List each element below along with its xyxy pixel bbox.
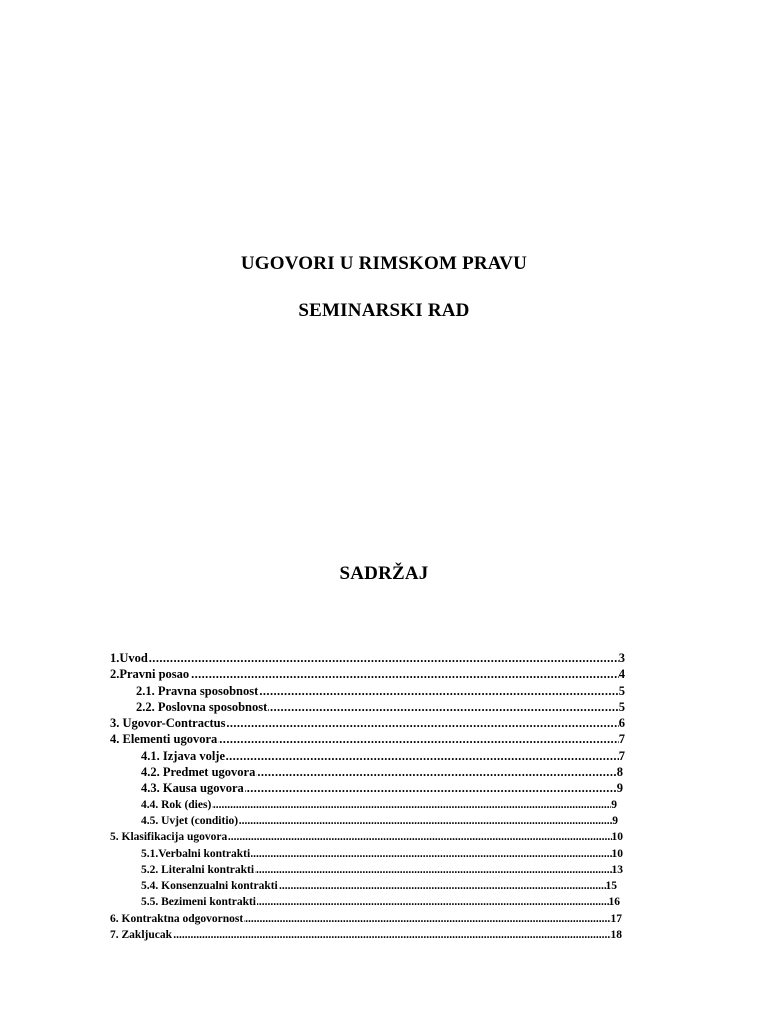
toc-entry-page: 9 (611, 797, 617, 813)
table-of-contents (110, 650, 630, 943)
toc-entry (110, 894, 630, 910)
toc-entry-label: 2.1. Pravna sposobnost (136, 683, 259, 698)
toc-entry-label: 5.1.Verbalni kontrakti (141, 847, 251, 860)
toc-entry-label: 3. Ugovor-Contractus (110, 716, 226, 731)
toc-entry-page: 9 (612, 813, 618, 829)
toc-entry (110, 780, 630, 796)
toc-entry-label: 2.Pravni posao (110, 667, 190, 682)
toc-entry-page: 3 (618, 651, 625, 665)
toc-entry (110, 813, 630, 829)
toc-entry-label: 5.4. Konsenzualni kontrakti (141, 880, 278, 893)
toc-entry (110, 911, 630, 927)
toc-entry-label: 5.5. Bezimeni kontrakti (141, 896, 256, 909)
toc-entry-label: 2.2. Poslovna sposobnost (136, 699, 268, 714)
toc-entry-page: 7 (618, 732, 625, 747)
toc-entry-page: 7 (618, 748, 625, 763)
toc-leader-dots (110, 927, 611, 943)
toc-entry-label: 5.2. Literalni kontrakti (141, 863, 255, 876)
toc-entry (110, 797, 630, 813)
toc-entry-page: 18 (611, 927, 623, 943)
toc-entry-page: 6 (618, 716, 625, 731)
toc-entry-page: 13 (612, 862, 624, 878)
toc-entry-page: 4 (618, 667, 625, 682)
toc-entry (110, 878, 630, 894)
toc-entry-label: 5. Klasifikacija ugovora (110, 831, 228, 844)
toc-entry (110, 683, 630, 699)
toc-entry-page: 5 (618, 699, 625, 714)
toc-entry-page: 10 (612, 846, 624, 862)
toc-entry (110, 650, 630, 666)
toc-entry (110, 862, 630, 878)
toc-entry (110, 829, 630, 845)
toc-entry-label: 7. Zakljucak (110, 929, 172, 942)
toc-entry-label: 1.Uvod (110, 651, 148, 665)
document-subtitle: SEMINARSKI RAD (298, 300, 470, 321)
toc-entry-label: 6. Kontraktna odgovornost (110, 912, 244, 925)
toc-entry-label: 4.4. Rok (dies) (141, 798, 212, 811)
toc-entry (110, 764, 630, 780)
toc-entry (110, 699, 630, 715)
toc-entry-page: 10 (612, 829, 624, 845)
toc-entry-label: 4.5. Uvjet (conditio) (141, 814, 239, 827)
toc-entry-page: 17 (611, 911, 623, 927)
toc-entry (110, 748, 630, 764)
toc-entry-label: 4. Elementi ugovora (110, 732, 218, 747)
toc-entry-page: 15 (606, 878, 618, 894)
document-title: UGOVORI U RIMSKOM PRAVU (240, 253, 528, 274)
toc-entry (110, 666, 630, 682)
toc-entry-label: 4.3. Kausa ugovora (141, 781, 244, 796)
toc-entry-page: 9 (616, 781, 623, 796)
toc-entry (110, 715, 630, 731)
toc-entry-page: 8 (616, 765, 623, 780)
toc-leader-dots (110, 650, 619, 666)
toc-entry-page: 5 (618, 683, 625, 698)
toc-entry (110, 731, 630, 747)
toc-entry-page: 16 (609, 894, 621, 910)
toc-heading: SADRŽAJ (339, 563, 429, 584)
toc-entry-label: 4.1. Izjava volje (141, 748, 226, 763)
toc-entry (110, 846, 630, 862)
toc-entry-label: 4.2. Predmet ugovora (141, 765, 256, 780)
toc-entry (110, 927, 630, 943)
